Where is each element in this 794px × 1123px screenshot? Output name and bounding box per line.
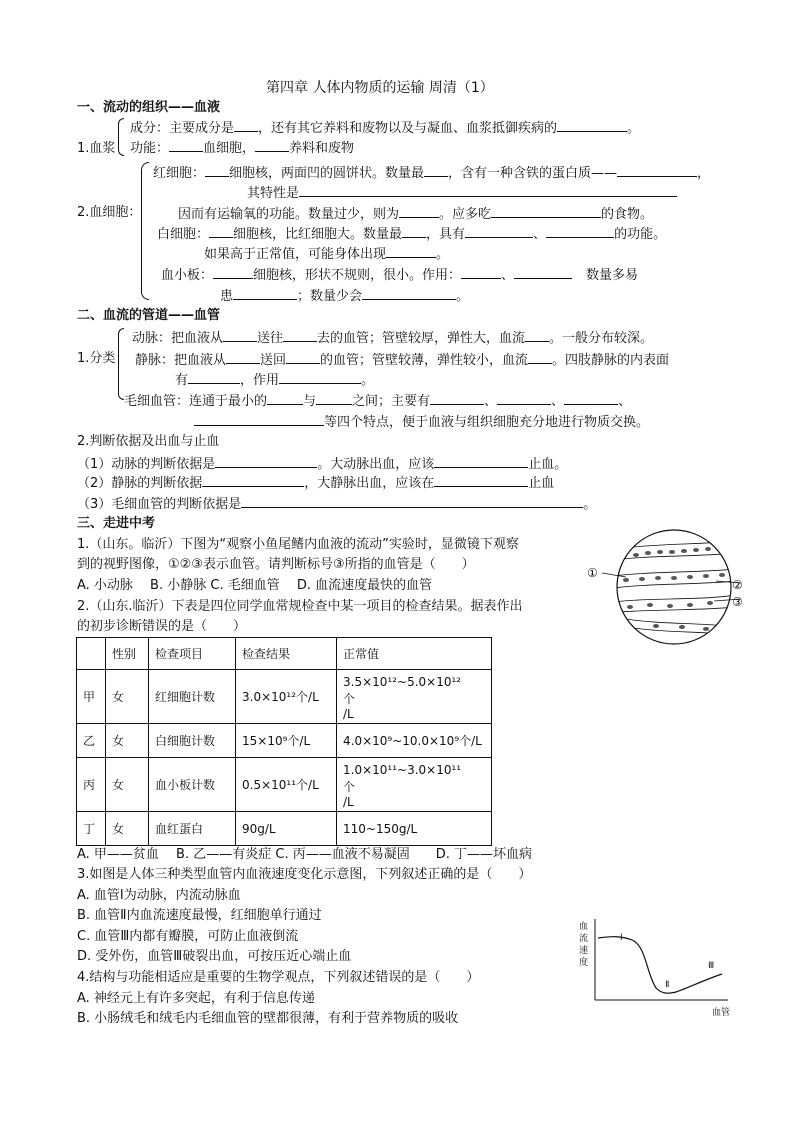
table-row (77, 670, 492, 724)
q3-option-d: D. 受外伤，血管Ⅲ破裂出血，可按压近心端止血 (77, 949, 352, 964)
point-label-3: Ⅲ (708, 961, 715, 971)
table-cell-normal: 4.0×10⁹~10.0×10⁹个/L (337, 724, 492, 758)
section-1-heading: 一、流动的组织——血液 (77, 100, 221, 115)
judge-artery: （1）动脉的判断依据是 。大动脉出血，应该 止血。 (77, 454, 567, 473)
vein-line-2: 有 ，作用 。 (175, 370, 374, 389)
y-axis-label: 流 (579, 934, 589, 944)
capillary-line-2: 等四个特点，便于血液与组织细胞充分地进行物质交换。 (194, 412, 649, 431)
q4-stem: 4.结构与功能相适应是重要的生物学观点，下列叙述错误的是（ ） (77, 970, 480, 985)
plasma-function: 功能： 血细胞， 养料和废物 (130, 138, 354, 157)
platelet-line-2: 患 ；数量少会 。 (220, 286, 469, 305)
table-cell-item: 血红蛋白 (149, 812, 236, 846)
section-3-heading: 三、走进中考 (77, 516, 156, 531)
table-header: 检查项目 (149, 638, 236, 670)
table-cell-normal: 1.0×10¹¹~3.0×10¹¹ 个 /L (337, 758, 492, 812)
vessel-class-brace (118, 328, 124, 400)
table-cell-sex: 女 (106, 758, 149, 812)
label-2: ② (732, 578, 743, 592)
table-cell-name: 乙 (77, 724, 106, 758)
table-header: 性别 (106, 638, 149, 670)
table-cell-sex: 女 (106, 812, 149, 846)
table-cell-normal: 3.5×10¹²~5.0×10¹² 个 /L (337, 670, 492, 724)
q1-stem-2: 到的视野图像，①②③表示血管。请判断标号③所指的血管是（ ） (77, 557, 475, 572)
plasma-brace (118, 118, 124, 156)
label-3: ③ (732, 595, 743, 609)
table-cell-result: 15×10⁹个/L (236, 724, 337, 758)
q4-option-a: A. 神经元上有许多突起，有利于信息传递 (77, 991, 315, 1006)
capillary-line-1: 毛细血管：连通于最小的 与 之间；主要有 、 、 、 (124, 391, 631, 410)
table-cell-name: 甲 (77, 670, 106, 724)
blood-cells-label: 2.血细胞： (77, 205, 142, 220)
x-axis-label: 血管 (712, 1008, 731, 1018)
judge-vein: （2）静脉的判断依据 ，大静脉出血，应该在 止血 (77, 473, 554, 492)
q4-option-b: B. 小肠绒毛和绒毛内毛细血管的壁都很薄，有利于营养物质的吸收 (77, 1011, 459, 1026)
blood-cells-brace (141, 162, 149, 300)
vessel-class-label: 1.分类 (77, 351, 116, 366)
table-cell-result: 0.5×10¹¹个/L (236, 758, 337, 812)
q1-stem-1: 1.（山东。临沂）下图为“观察小鱼尾鳍内血液的流动”实验时，显微镜下观察 (77, 537, 519, 552)
table-cell-item: 红细胞计数 (149, 670, 236, 724)
table-cell-result: 90g/L (236, 812, 337, 846)
judge-capillary: （3）毛细血管的判断依据是 。 (77, 494, 596, 513)
y-axis-label: 血 (579, 922, 589, 932)
blood-speed-graph (576, 914, 746, 1022)
table-header: 正常值 (337, 638, 492, 670)
rbc-line-3: 因而有运输氧的功能。数量过少，则为 。应多吃 的食物。 (178, 204, 653, 223)
section-2-heading: 二、血流的管道——血管 (77, 308, 221, 323)
table-cell-normal: 110~150g/L (337, 812, 492, 846)
table-header-row (77, 638, 492, 670)
q1-options: A. 小动脉 B. 小静脉 C. 毛细血管 D. 血流速度最快的血管 (77, 578, 433, 593)
table-cell-item: 白细胞计数 (149, 724, 236, 758)
q3-option-c: C. 血管Ⅲ内都有瓣膜，可防止血液倒流 (77, 929, 299, 944)
plasma-label: 1.血浆 (77, 141, 116, 156)
rbc-line-1: 红细胞： 细胞核，两面凹的圆饼状。数量最 ，含有一种含铁的蛋白质—— ， (153, 163, 710, 182)
table-cell-name: 丙 (77, 758, 106, 812)
label-1: ① (587, 566, 598, 580)
platelet-line-1: 血小板： 细胞核，形状不规则，很小。作用： 、 数量多易 (161, 265, 638, 284)
judge-title: 2.判断依据及出血与止血 (77, 434, 220, 449)
table-row (77, 812, 492, 846)
table-cell-sex: 女 (106, 670, 149, 724)
q3-option-b: B. 血管Ⅱ内血流速度最慢，红细胞单行通过 (77, 908, 322, 923)
table-cell-item: 血小板计数 (149, 758, 236, 812)
point-label-1: Ⅰ (620, 933, 623, 943)
page-title: 第四章 人体内物质的运输 周清（1） (266, 80, 494, 96)
q3-option-a: A. 血管Ⅰ为动脉，内流动脉血 (77, 888, 241, 903)
speed-curve (598, 937, 722, 994)
table-row (77, 724, 492, 758)
y-axis-label: 度 (579, 958, 589, 968)
q3-stem: 3.如图是人体三种类型血管内血液速度变化示意图，下列叙述正确的是（ ） (77, 867, 532, 882)
q2-options: A. 甲——贫血 B. 乙——有炎症 C. 丙——血液不易凝固 D. 丁——坏血病 (77, 847, 532, 862)
table-header (77, 638, 106, 670)
table-cell-sex: 女 (106, 724, 149, 758)
microscope-view-figure (586, 527, 746, 647)
rbc-line-2: 其特性是 (247, 183, 677, 202)
wbc-line-1: 白细胞： 细胞核，比红细胞大。数量最 ，具有 、 的功能。 (157, 224, 666, 243)
artery-line: 动脉：把血液从 送往 去的血管；管壁较厚，弹性大，血流 。一般分布较深。 (132, 328, 653, 347)
y-axis-label: 速 (579, 946, 589, 956)
q2-stem-2: 的初步诊断错误的是（ ） (77, 619, 247, 634)
table-row (77, 758, 492, 812)
table-header: 检查结果 (236, 638, 337, 670)
table-cell-name: 丁 (77, 812, 106, 846)
table-cell-result: 3.0×10¹²个/L (236, 670, 337, 724)
plasma-composition: 成分：主要成分是 ，还有其它养料和废物以及与凝血、血浆抵御疾病的 。 (130, 118, 640, 137)
q2-stem-1: 2.（山东.临沂）下表是四位同学血常规检查中某一项目的检查结果。据表作出 (77, 599, 523, 614)
vein-line-1: 静脉：把血液从 送回 的血管；管壁较薄，弹性较小，血流 。四肢静脉的内表面 (135, 350, 669, 369)
blood-test-table (76, 637, 492, 846)
point-label-2: Ⅱ (665, 980, 670, 990)
wbc-line-2: 如果高于正常值，可能身体出现 。 (204, 244, 449, 263)
